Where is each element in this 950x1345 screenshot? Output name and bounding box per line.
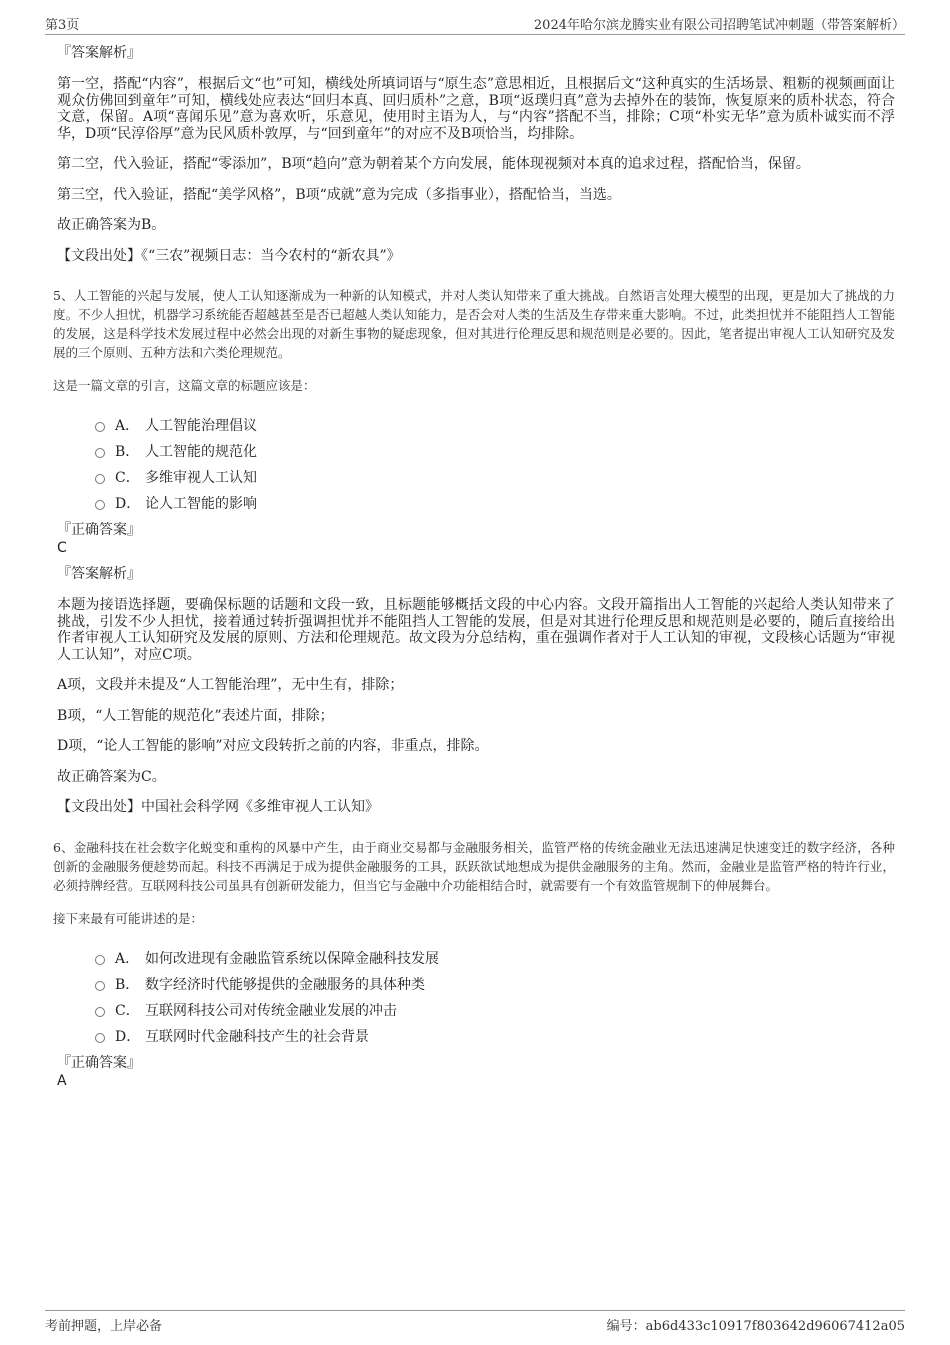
document-id: 编号：ab6d433c10917f803642d96067412a05 [606, 1319, 905, 1334]
option-b[interactable] [95, 439, 895, 465]
option-text: 人工智能治理倡议 [145, 418, 257, 434]
radio-icon[interactable] [95, 981, 105, 991]
analysis-label: 『答案解析』 [57, 45, 141, 61]
option-text: 数字经济时代能够提供的金融服务的具体种类 [145, 976, 425, 993]
radio-icon[interactable] [95, 422, 105, 432]
analysis-paragraph: 第二空，代入验证，搭配“零添加”，B项“趋向”意为朝着某个方向发展，能体现视频对本真的追求过程，搭配恰当，保留。 [57, 156, 810, 172]
question-6-options [95, 946, 895, 1050]
option-c[interactable] [95, 465, 895, 491]
source-citation: 【文段出处】中国社会科学网《多维审视人工认知》 [57, 799, 379, 815]
option-letter: D． [115, 1028, 141, 1045]
correct-answer-value: A [57, 1072, 67, 1089]
option-c[interactable] [95, 998, 895, 1024]
correct-answer-value: C [57, 540, 67, 556]
option-letter: B． [115, 976, 140, 993]
analysis-conclusion: 故正确答案为B。 [57, 217, 166, 233]
analysis-paragraph: 第一空，搭配“内容”，根据后文“也”可知，横线处所填词语与“原生态”意思相近，且根据后文“这种真实的生活场景、粗粝的视频画面让观众仿佛回到童年”可知，横线处应表达“回归本真、回归质朴”之意，B项“返璞归真”意为去掉外在的装饰，恢复原来的质朴状态，符合文意，保留。A项“喜闻乐见”意为喜欢听，乐意见，使用时主语为人，与“内容”搭配不当，排除；C项“朴实无华”意为质朴诚实而不浮华，D项“民淳俗厚”意为民风质朴敦厚，与“回到童年”的对应不及B项恰当，均排除。 [57, 76, 895, 142]
page-header [45, 12, 905, 35]
option-text: 人工智能的规范化 [145, 444, 257, 460]
option-letter: A． [115, 418, 140, 434]
radio-icon[interactable] [95, 448, 105, 458]
analysis-label: 『答案解析』 [57, 566, 141, 582]
option-letter: C． [115, 1002, 140, 1019]
analysis-paragraph: A项，文段并未提及“人工智能治理”，无中生有，排除； [57, 677, 404, 693]
question-5-text: 5、人工智能的兴起与发展，使人工认知逐渐成为一种新的认知模式，并对人类认知带来了重大挑战。自然语言处理大模型的出现，更是加大了挑战的力度。不少人担忧，机器学习系统能否超越甚至是否已超越人类认知能力，是否会对人类的生活及生存带来重大影响。不过，此类担忧并不能阻挡人工智能的发展，这是科学技术发展过程中必然会出现的对新生事物的疑虑现象，但对其进行伦理反思和规范则是必要的。因此，笔者提出审视人工认知研究及发展的三个原则、五种方法和六类伦理规范。 [53, 288, 895, 360]
option-letter: B． [115, 444, 140, 460]
option-d[interactable] [95, 1024, 895, 1050]
option-d[interactable] [95, 491, 895, 517]
analysis-paragraph: D项，“论人工智能的影响”对应文段转折之前的内容，非重点，排除。 [57, 738, 489, 754]
page-number: 第3页 [45, 18, 80, 33]
option-a[interactable] [95, 413, 895, 439]
analysis-paragraph: B项，“人工智能的规范化”表述片面，排除； [57, 707, 334, 724]
option-letter: D． [115, 496, 141, 512]
option-letter: C． [115, 470, 140, 486]
question-5-prompt: 这是一篇文章的引言，这篇文章的标题应该是： [53, 378, 316, 393]
correct-answer-label: 『正确答案』 [57, 1054, 141, 1071]
correct-answer-label: 『正确答案』 [57, 522, 141, 538]
question-6-prompt: 接下来最有可能讲述的是： [53, 910, 204, 926]
document-body [53, 44, 895, 1090]
page-footer [45, 1310, 905, 1333]
option-text: 互联网时代金融科技产生的社会背景 [145, 1028, 369, 1045]
footer-slogan: 考前押题，上岸必备 [45, 1319, 163, 1334]
radio-icon[interactable] [95, 1033, 105, 1043]
radio-icon[interactable] [95, 1007, 105, 1017]
analysis-conclusion: 故正确答案为C。 [57, 768, 166, 785]
source-citation: 【文段出处】《“三农”视频日志：当今农村的“新农具”》 [57, 247, 401, 264]
question-6-text: 6、金融科技在社会数字化蜕变和重构的风暴中产生，由于商业交易都与金融服务相关，监管严格的传统金融业无法迅速满足快速变迁的数字经济，各种创新的金融服务便趁势而起。科技不再满足于成为提供金融服务的工具，跃跃欲试地想成为提供金融服务的主角。然而，金融业是监管严格的特许行业，必须持牌经营。互联网科技公司虽具有创新研发能力，但当它与金融中介功能相结合时，就需要有一个有效监管规制下的伸展舞台。 [53, 839, 895, 893]
option-b[interactable] [95, 972, 895, 998]
radio-icon[interactable] [95, 500, 105, 510]
radio-icon[interactable] [95, 955, 105, 965]
option-text: 互联网科技公司对传统金融业发展的冲击 [145, 1002, 397, 1019]
option-letter: A． [115, 950, 140, 967]
question-5-options [95, 413, 895, 517]
option-text: 论人工智能的影响 [145, 496, 257, 512]
document-title: 2024年哈尔滨龙腾实业有限公司招聘笔试冲刺题（带答案解析） [533, 18, 905, 33]
analysis-paragraph: 第三空，代入验证，搭配“美学风格”，B项“成就”意为完成（多指事业），搭配恰当，当选。 [57, 186, 621, 203]
option-text: 如何改进现有金融监管系统以保障金融科技发展 [145, 950, 439, 967]
radio-icon[interactable] [95, 474, 105, 484]
option-text: 多维审视人工认知 [145, 470, 257, 486]
option-a[interactable] [95, 946, 895, 972]
analysis-paragraph: 本题为接语选择题，要确保标题的话题和文段一致，且标题能够概括文段的中心内容。文段开篇指出人工智能的兴起给人类认知带来了挑战，引发不少人担忧，接着通过转折强调担忧并不能阻挡人工智能的发展，但是对其进行伦理反思和规范则是必要的，随后直接给出作者审视人工认知研究及发展的原则、方法和伦理规范。故文段为分总结构，重在强调作者对于人工认知的审视，文段核心话题为“审视人工认知”，对应C项。 [57, 597, 895, 663]
